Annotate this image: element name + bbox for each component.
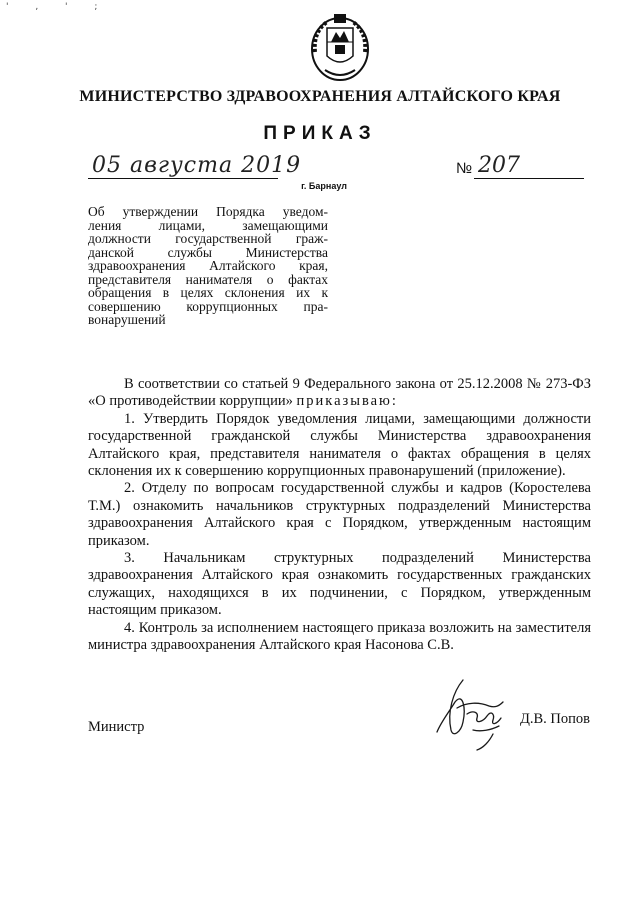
preamble-order-word: приказываю	[296, 393, 392, 410]
order-item-3: 3. Начальникам структурных подразделений Министерства здравоохранения Алтайского края ознакомить государственных гражданских служащих, находящихся в их подчинении, с Порядком, утвержденным настоящим приказом.	[88, 550, 591, 619]
scan-marks: ' , ' ;	[6, 2, 110, 12]
city: г. Барнаул	[301, 181, 347, 191]
handwritten-signature-icon	[433, 672, 511, 752]
ministry-name: МИНИСТЕРСТВО ЗДРАВООХРАНЕНИЯ АЛТАЙСКОГО КРАЯ	[79, 88, 561, 105]
subject-line: Об утверждении Порядка уведом-	[88, 204, 328, 219]
subject-line: ления лицами, замещающими	[88, 217, 328, 233]
coat-of-arms-icon	[305, 12, 375, 84]
number-label: №	[456, 160, 473, 177]
order-number: 207	[478, 153, 520, 178]
subject-line: вонарушений	[88, 312, 166, 327]
signatory-position: Министр	[88, 719, 145, 735]
subject-line: здравоохранения Алтайского края,	[88, 258, 328, 273]
date-underline	[88, 178, 278, 179]
order-item-2: 2. Отделу по вопросам государственной службы и кадров (Коростелева Т.М.) ознакомить начальников структурных подразделений Министерства здравоохранения Алтайского края с Порядком, утвержденным настоящим приказом.	[88, 480, 591, 549]
preamble	[88, 376, 591, 411]
subject-line: должности государственной граж-	[88, 231, 328, 246]
document-type: ПРИКАЗ	[263, 123, 377, 144]
order-subject	[88, 205, 328, 327]
subject-line: представителя нанимателя о фактах	[88, 271, 328, 287]
subject-line: обращения в целях склонения их к	[88, 285, 328, 300]
signatory-name: Д.В. Попов	[520, 711, 591, 727]
subject-line: данской службы Министерства	[88, 244, 328, 260]
subject-line: совершению коррупционных пра-	[88, 298, 328, 314]
preamble-text: В соответствии со статьей 9 Федерального закона от 25.12.2008 № 273-ФЗ «О противодействии коррупции»	[88, 376, 591, 410]
order-body	[88, 376, 591, 655]
order-item-1: 1. Утвердить Порядок уведомления лицами, замещающими должности государственной гражданской службы Министерства здравоохранения Алтайского края, представителя нанимателя о фактах обращения в целях склонения их к совершению коррупционных правонарушений (приложение).	[88, 410, 591, 480]
order-item-4: 4. Контроль за исполнением настоящего приказа возложить на заместителя министра здравоохранения Алтайского края Насонова С.В.	[88, 619, 591, 654]
number-underline	[474, 178, 584, 179]
preamble-tail: :	[391, 393, 396, 410]
order-date: 05 августа 2019	[92, 153, 302, 178]
